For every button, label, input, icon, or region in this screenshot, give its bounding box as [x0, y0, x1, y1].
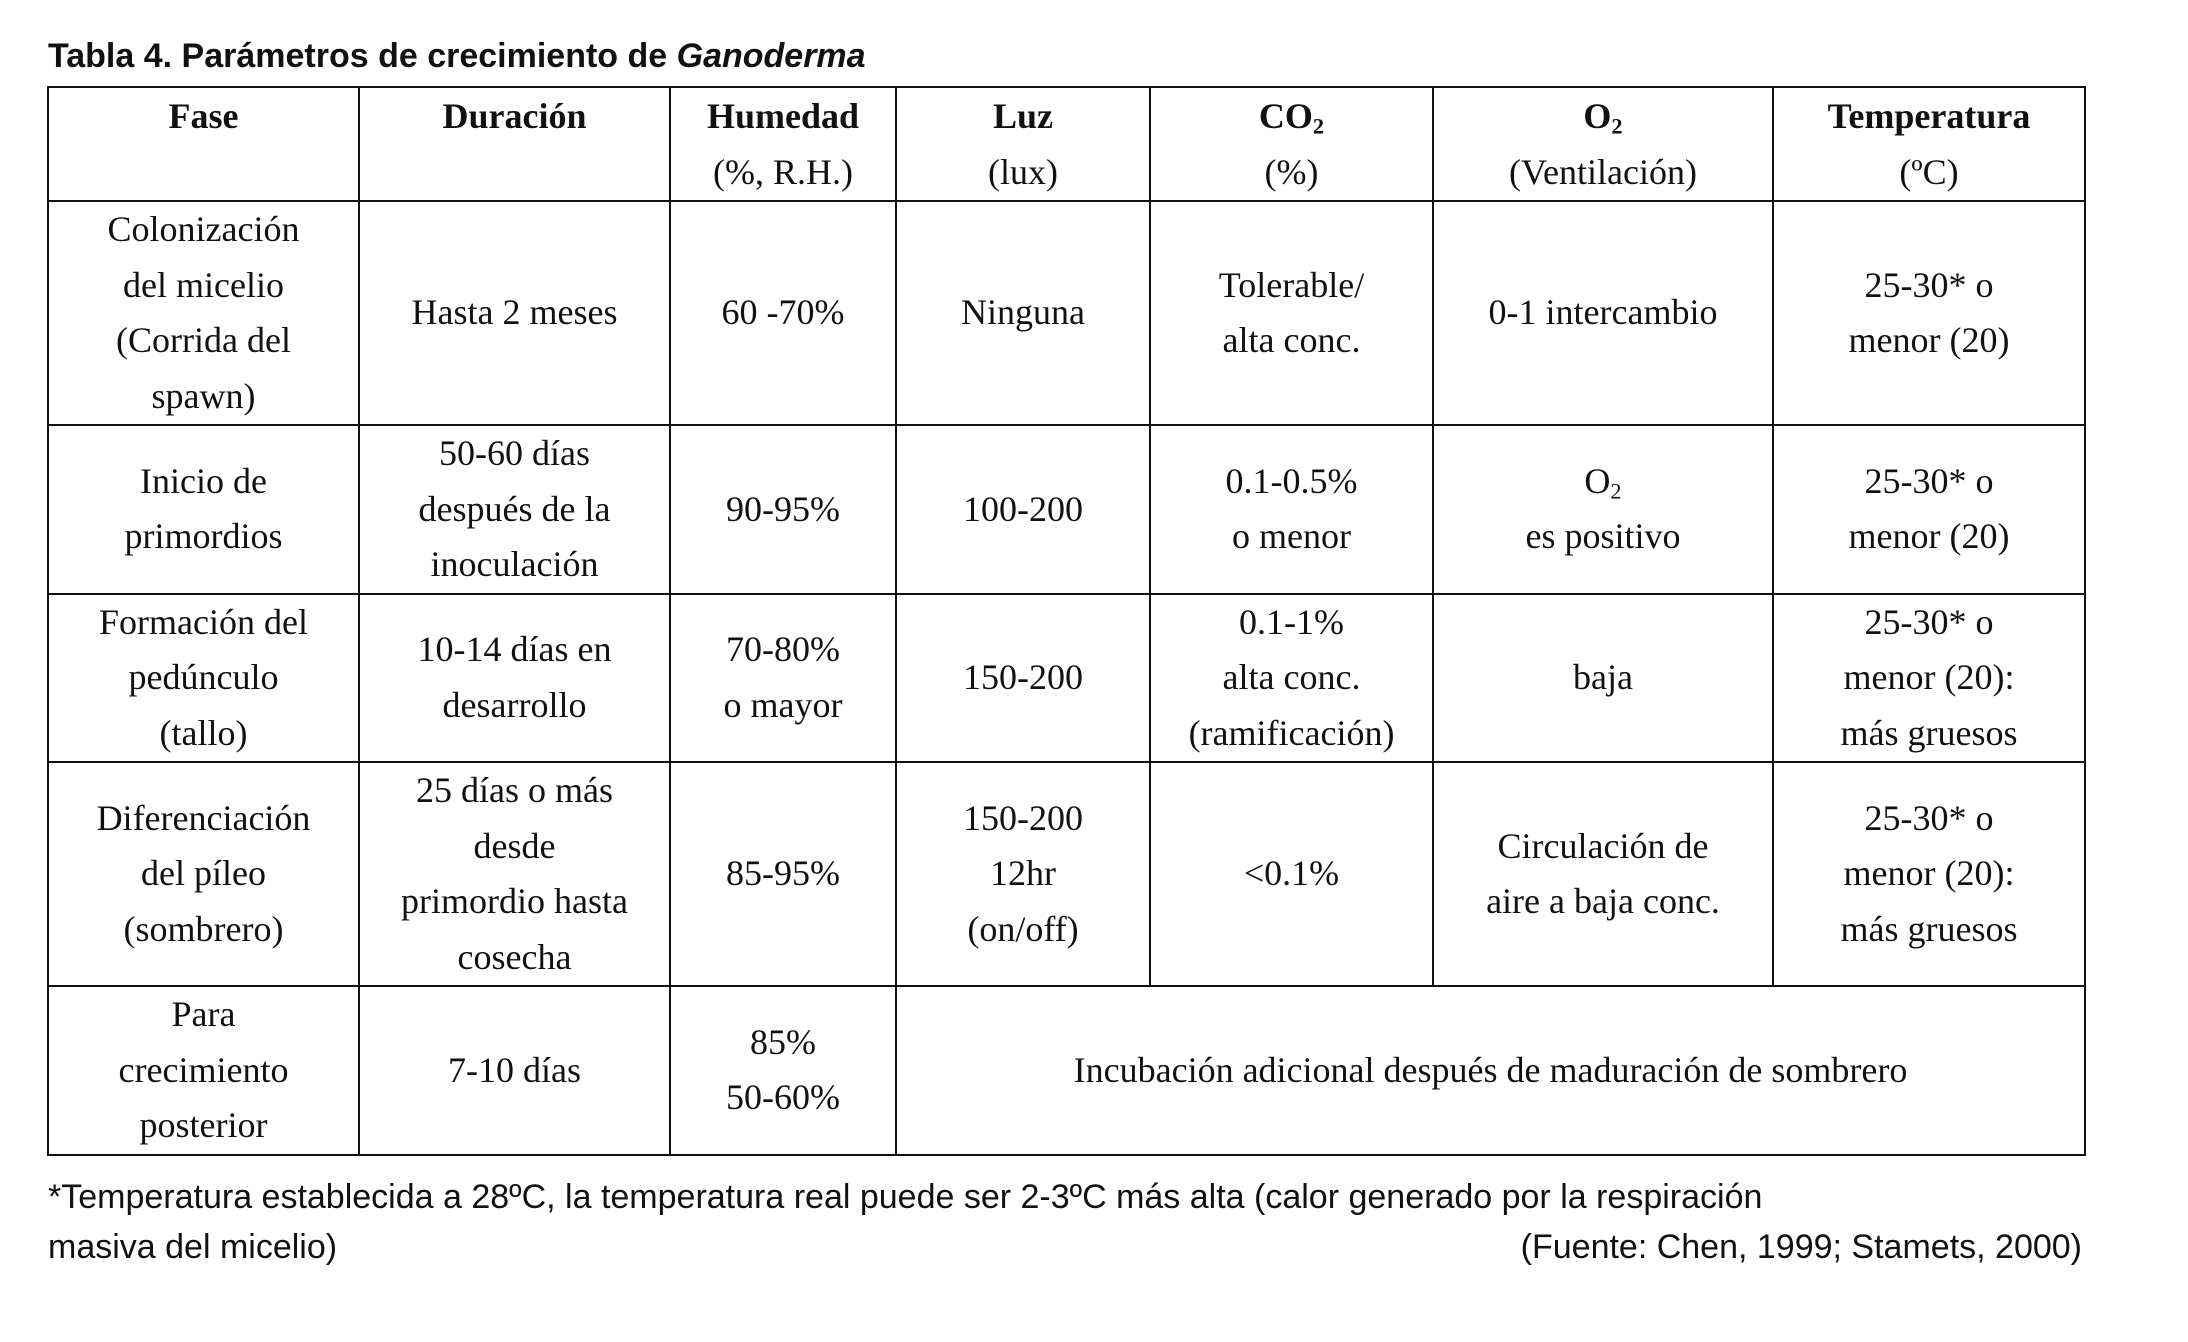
cell-duracion: 10-14 días en desarrollo: [359, 594, 670, 763]
caption-prefix: Tabla 4. Parámetros de crecimiento de: [48, 37, 677, 75]
table-row: [48, 986, 2085, 1155]
cell-duracion: 25 días o más desde primordio hasta cosecha: [359, 762, 670, 986]
cell-temperatura: 25-30* o menor (20): más gruesos: [1773, 594, 2085, 763]
table-row: [48, 762, 2085, 986]
cell-fase: Colonización del micelio (Corrida del spawn): [48, 201, 359, 425]
cell-duracion: Hasta 2 meses: [359, 201, 670, 425]
table-row: [48, 201, 2085, 425]
caption-genus: Ganoderma: [676, 37, 866, 75]
header-humedad: Humedad (%, R.H.): [670, 87, 896, 201]
cell-luz: 150-200: [896, 594, 1150, 763]
cell-o2: 0-1 intercambio: [1433, 201, 1773, 425]
cell-luz: 150-200 12hr (on/off): [896, 762, 1150, 986]
cell-fase: Para crecimiento posterior: [48, 986, 359, 1155]
cell-humedad: 60 -70%: [670, 201, 896, 425]
header-duracion: Duración: [359, 87, 670, 201]
cell-o2: $O_2$ es positivo: [1433, 425, 1773, 594]
cell-merged-note: Incubación adicional después de maduración de sombrero: [896, 986, 2085, 1155]
cell-temperatura: 25-30* o menor (20): más gruesos: [1773, 762, 2085, 986]
cell-temperatura: 25-30* o menor (20): [1773, 425, 2085, 594]
cell-co2: Tolerable/ alta conc.: [1150, 201, 1433, 425]
cell-humedad: 90-95%: [670, 425, 896, 594]
footnote-line2-text: masiva del micelio): [48, 1228, 338, 1266]
cell-co2: <0.1%: [1150, 762, 1433, 986]
table-row: [48, 594, 2085, 763]
cell-duracion: 7-10 días: [359, 986, 670, 1155]
footnote-line1: *Temperatura establecida a 28ºC, la temperatura real puede ser 2-3ºC más alta (calor generado por la respiración: [48, 1178, 1763, 1216]
source-citation: (Fuente: Chen, 1999; Stamets, 2000): [1520, 1228, 2082, 1266]
cell-fase: Inicio de primordios: [48, 425, 359, 594]
header-co2: $CO_2$ (%): [1150, 87, 1433, 201]
header-temperatura: Temperatura (ºC): [1773, 87, 2085, 201]
cell-co2: 0.1-1% alta conc. (ramificación): [1150, 594, 1433, 763]
header-row: [48, 87, 2085, 201]
footnote-line2: [48, 1222, 2082, 1272]
cell-o2: Circulación de aire a baja conc.: [1433, 762, 1773, 986]
table-row: [48, 425, 2085, 594]
cell-luz: 100-200: [896, 425, 1150, 594]
footnote: [48, 1172, 2082, 1272]
header-o2: $O_2$ (Ventilación): [1433, 87, 1773, 201]
cell-co2: 0.1-0.5% o menor: [1150, 425, 1433, 594]
growth-parameters-table: [47, 86, 2086, 1156]
cell-luz: Ninguna: [896, 201, 1150, 425]
cell-temperatura: 25-30* o menor (20): [1773, 201, 2085, 425]
cell-o2: baja: [1433, 594, 1773, 763]
cell-humedad: 70-80% o mayor: [670, 594, 896, 763]
cell-fase: Formación del pedúnculo (tallo): [48, 594, 359, 763]
header-fase: Fase: [48, 87, 359, 201]
header-luz: Luz (lux): [896, 87, 1150, 201]
cell-fase: Diferenciación del píleo (sombrero): [48, 762, 359, 986]
cell-humedad: 85-95%: [670, 762, 896, 986]
table-caption: [48, 34, 866, 78]
cell-humedad: 85% 50-60%: [670, 986, 896, 1155]
cell-duracion: 50-60 días después de la inoculación: [359, 425, 670, 594]
